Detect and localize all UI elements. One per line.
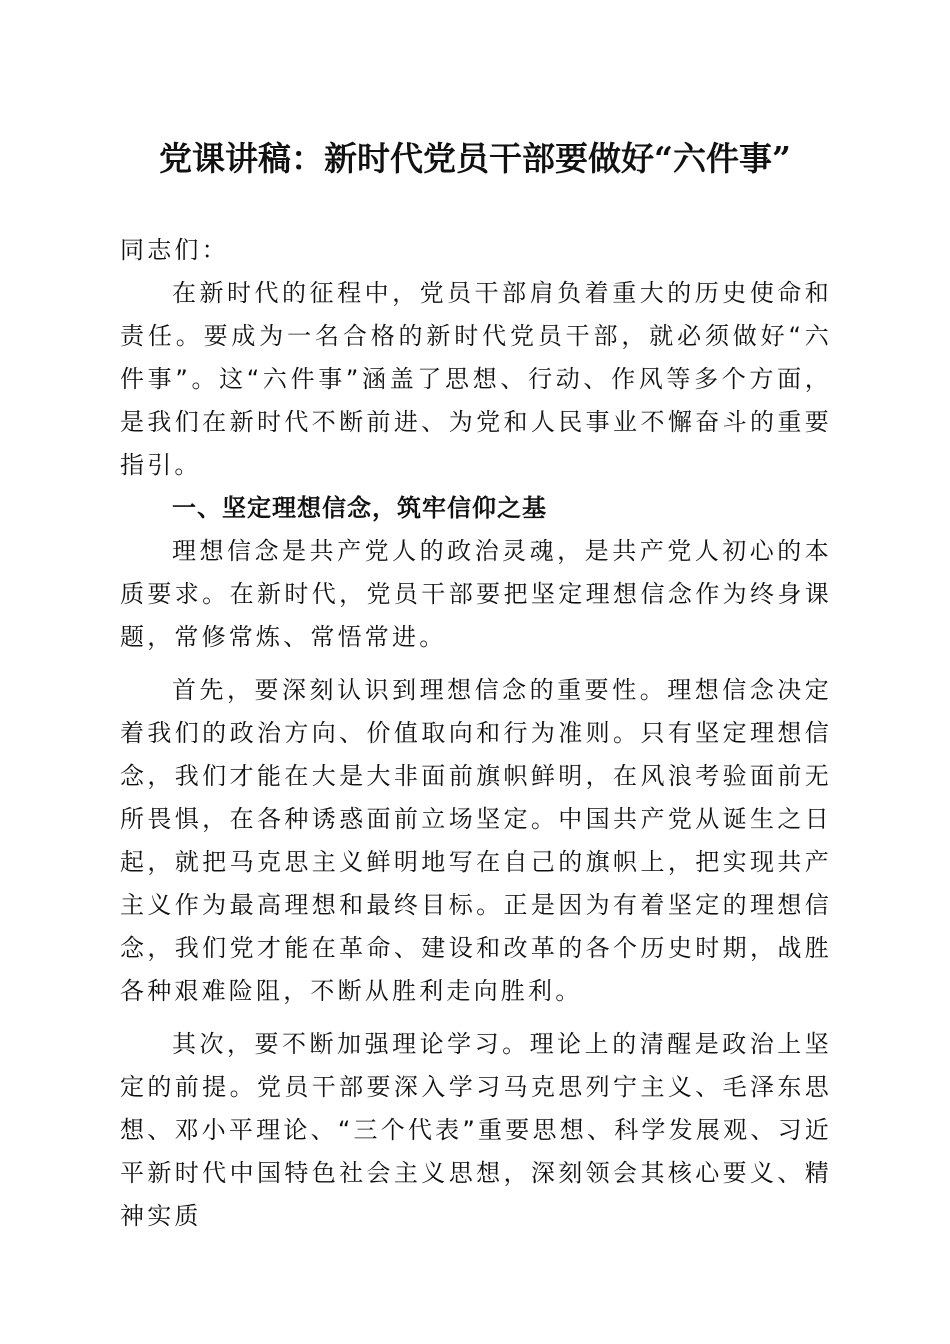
salutation: 同志们： bbox=[120, 236, 229, 264]
document-body bbox=[120, 229, 832, 1238]
section-heading-1: 一、坚定理想信念，筑牢信仰之基 bbox=[172, 494, 547, 522]
document-title: 党课讲稿：新时代党员干部要做好“六件事” bbox=[159, 139, 791, 178]
paragraph-second-point: 其次，要不断加强理论学习。理论上的清醒是政治上坚定的前提。党员干部要深入学习马克思列宁主义、毛泽东思想、邓小平理论、“三个代表”重要思想、科学发展观、习近平新时代中国特色社会主义思想，深刻领会其核心要义、精神实质 bbox=[120, 1030, 832, 1230]
paragraph-section1-intro: 理想信念是共产党人的政治灵魂，是共产党人初心的本质要求。在新时代，党员干部要把坚定理想信念作为终身课题，常修常炼、常悟常进。 bbox=[120, 537, 832, 651]
paragraph-first-point: 首先，要深刻认识到理想信念的重要性。理想信念决定着我们的政治方向、价值取向和行为准则。只有坚定理想信念，我们才能在大是大非面前旗帜鲜明，在风浪考验面前无所畏惧，在各种诱惑面前立场坚定。中国共产党从诞生之日起，就把马克思主义鲜明地写在自己的旗帜上，把实现共产主义作为最高理想和最终目标。正是因为有着坚定的理想信念，我们党才能在革命、建设和改革的各个历史时期，战胜各种艰难险阻，不断从胜利走向胜利。 bbox=[120, 676, 832, 1005]
paragraph-intro: 在新时代的征程中，党员干部肩负着重大的历史使命和责任。要成为一名合格的新时代党员干部，就必须做好“六件事”。这“六件事”涵盖了思想、行动、作风等多个方面，是我们在新时代不断前进、为党和人民事业不懈奋斗的重要指引。 bbox=[120, 279, 832, 479]
